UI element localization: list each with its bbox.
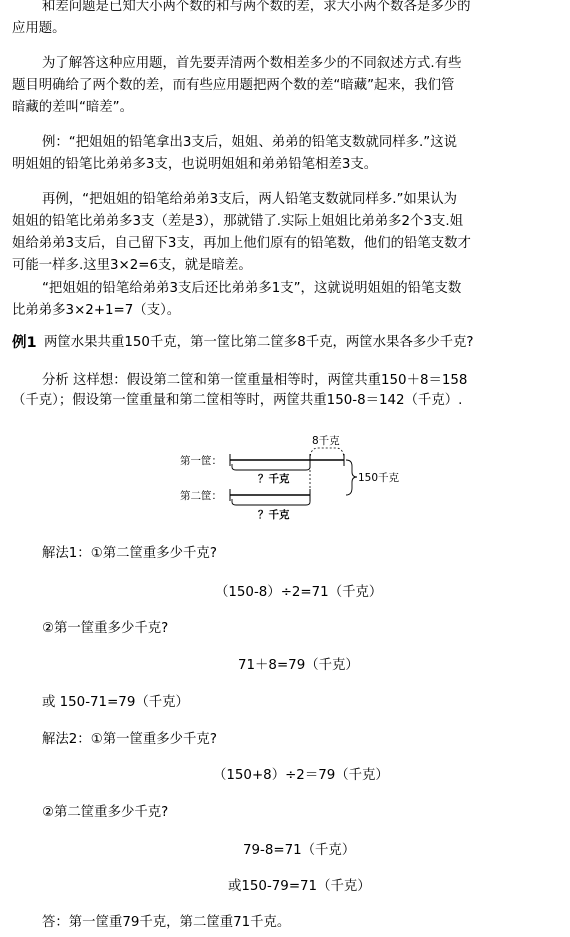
basket2-brace bbox=[232, 499, 310, 505]
total-brace bbox=[346, 460, 357, 495]
example-a-line-2: 明姐姐的铅笔比弟弟多3支，也说明姐姐和弟弟铅笔相差3支。 bbox=[12, 157, 378, 172]
example-b-line-4: 可能一样多.这里3×2=6支，就是暗差。 bbox=[12, 258, 252, 273]
basket2-label: 第二筐： bbox=[180, 490, 222, 502]
para2-line-1: 为了解答这种应用题，首先要弄清两个数相差多少的不同叙述方式.有些 bbox=[42, 56, 462, 71]
solution1-equation-2: 71＋8=79（千克） bbox=[238, 658, 359, 673]
line-segment-diagram bbox=[0, 420, 570, 530]
basket2-question: ？千克 bbox=[258, 509, 290, 521]
solution2-question-2: ②第二筐重多少千克? bbox=[42, 805, 169, 820]
intro-line-2: 应用题。 bbox=[12, 21, 66, 36]
total-label: 150千克 bbox=[358, 472, 400, 484]
analysis-line-2: （千克）；假设第一筐重量和第二筐相等时，两筐共重150-8＝142（千克）. bbox=[12, 393, 463, 408]
solution1-heading: 解法1：①第二筐重多少千克? bbox=[42, 546, 217, 561]
solution2-equation-2: 79-8=71（千克） bbox=[243, 843, 356, 858]
intro-line-1: 和差问题是已知大小两个数的和与两个数的差，求大小两个数各是多少的 bbox=[42, 0, 471, 14]
solution1-question-2: ②第一筐重多少千克? bbox=[42, 621, 169, 636]
para2-line-2: 题目明确给了两个数的差，而有些应用题把两个数的差“暗藏”起来，我们管 bbox=[12, 78, 455, 93]
analysis-line-1: 分析 这样想：假设第二筐和第一筐重量相等时，两筐共重150＋8＝158 bbox=[42, 373, 468, 388]
problem-text: 两筐水果共重150千克，第一筐比第二筐多8千克，两筐水果各多少千克? bbox=[44, 335, 474, 350]
solution1-equation-1: （150-8）÷2=71（千克） bbox=[215, 585, 383, 600]
basket1-question: ？千克 bbox=[258, 473, 290, 485]
example-b-line-3: 姐给弟弟3支后，自己留下3支，再加上他们原有的铅笔数，他们的铅笔支数才 bbox=[12, 236, 471, 251]
final-answer: 答：第一筐重79千克，第二筐重71千克。 bbox=[42, 915, 291, 930]
example-c-line-1: “把姐姐的铅笔给弟弟3支后还比弟弟多1支”，这就说明姐姐的铅笔支数 bbox=[42, 281, 462, 296]
difference-brace bbox=[310, 448, 344, 460]
solution2-alternative: 或150-79=71（千克） bbox=[228, 879, 371, 894]
example-b-line-2: 姐姐的铅笔比弟弟多3支（差是3），那就错了.实际上姐姐比弟弟多2个3支.姐 bbox=[12, 214, 463, 229]
example-a-line-1: 例：“把姐姐的铅笔拿出3支后，姐姐、弟弟的铅笔支数就同样多.”这说 bbox=[42, 135, 457, 150]
problem-label: 例1 bbox=[12, 335, 37, 351]
diagram-difference-label: 8千克 bbox=[312, 435, 340, 447]
solution2-heading: 解法2：①第一筐重多少千克? bbox=[42, 732, 217, 747]
para2-line-3: 暗藏的差叫“暗差”。 bbox=[12, 100, 133, 115]
solution1-alternative: 或 150-71=79（千克） bbox=[42, 695, 189, 710]
basket1-label: 第一筐： bbox=[180, 455, 222, 467]
example-b-line-1: 再例，“把姐姐的铅笔给弟弟3支后，两人铅笔支数就同样多.”如果认为 bbox=[42, 192, 457, 207]
basket1-brace bbox=[232, 464, 310, 470]
solution2-equation-1: （150+8）÷2＝79（千克） bbox=[213, 768, 389, 783]
example-c-line-2: 比弟弟多3×2+1=7（支）。 bbox=[12, 303, 181, 318]
